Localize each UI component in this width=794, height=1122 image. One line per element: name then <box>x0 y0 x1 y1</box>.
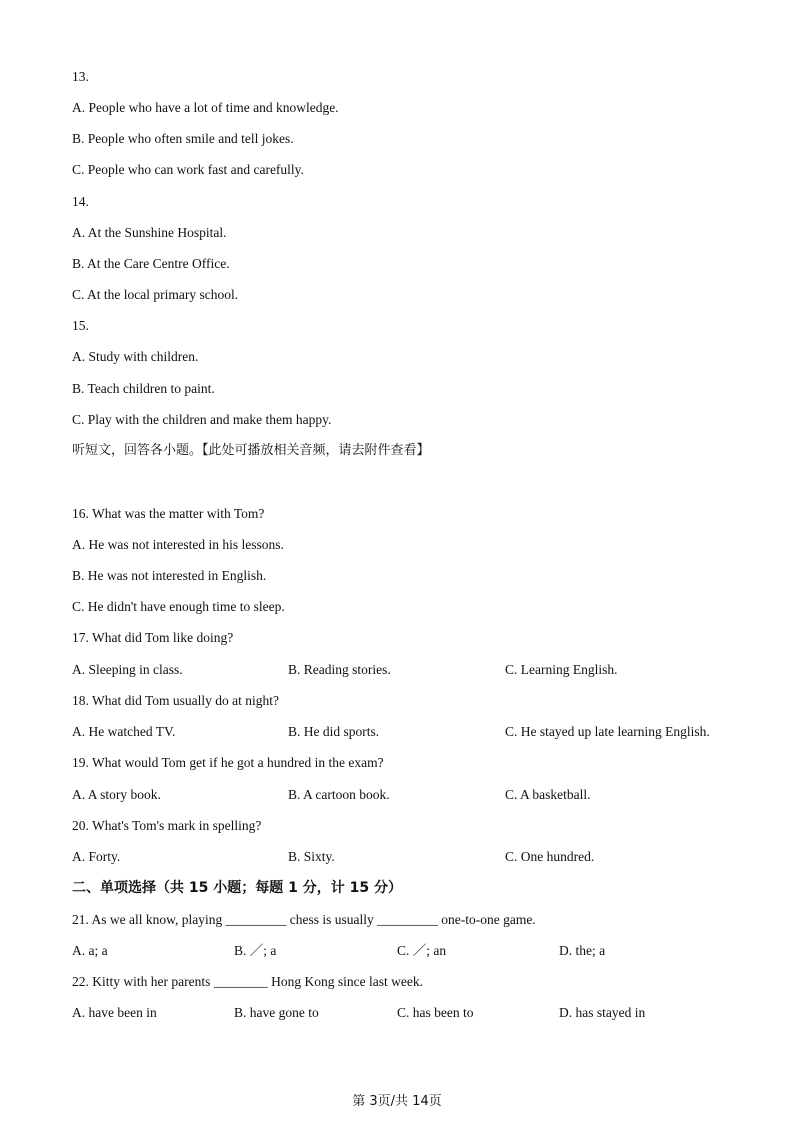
question-22-option-c: C. has been to <box>397 1005 474 1020</box>
question-21-option-c: C. ／; an <box>397 943 447 958</box>
listening-instruction: 听短文，回答各小题。【此处可播放相关音频，请去附件查看】 <box>72 443 430 458</box>
question-21-text: 21. As we all know, playing _________ chess is usually _________ one-to-one game. <box>72 912 536 927</box>
question-16-option-a: A. He was not interested in his lessons. <box>72 537 284 552</box>
question-21-option-d: D. the; a <box>559 943 606 958</box>
question-13-number: 13. <box>72 69 89 84</box>
question-16-text: 16. What was the matter with Tom? <box>72 506 265 521</box>
question-16-option-c: C. He didn't have enough time to sleep. <box>72 599 285 614</box>
question-20-text: 20. What's Tom's mark in spelling? <box>72 818 262 833</box>
question-14-number: 14. <box>72 194 89 209</box>
question-22-option-d: D. has stayed in <box>559 1005 646 1020</box>
question-15-number: 15. <box>72 318 89 333</box>
question-19-option-a: A. A story book. <box>72 787 161 802</box>
question-19-option-c: C. A basketball. <box>505 787 591 802</box>
question-21-option-b: B. ／; a <box>234 943 277 958</box>
question-18-option-b: B. He did sports. <box>288 724 380 739</box>
question-13-option-a: A. People who have a lot of time and knowledge. <box>72 100 339 115</box>
question-17-option-c: C. Learning English. <box>505 662 618 677</box>
question-19-option-b: B. A cartoon book. <box>288 787 390 802</box>
question-21-option-a: A. a; a <box>72 943 108 958</box>
question-22-option-b: B. have gone to <box>234 1005 319 1020</box>
question-14-option-a: A. At the Sunshine Hospital. <box>72 225 227 240</box>
question-15-option-a: A. Study with children. <box>72 349 199 364</box>
question-18-text: 18. What did Tom usually do at night? <box>72 693 280 708</box>
page-footer: 第 3页/共 14页 <box>352 1094 442 1109</box>
question-15-option-c: C. Play with the children and make them happy. <box>72 412 332 427</box>
question-14-option-c: C. At the local primary school. <box>72 287 239 302</box>
question-20-option-a: A. Forty. <box>72 849 121 864</box>
question-18-option-c: C. He stayed up late learning English. <box>505 724 710 739</box>
question-15-option-b: B. Teach children to paint. <box>72 381 215 396</box>
question-22-option-a: A. have been in <box>72 1005 157 1020</box>
question-17-option-a: A. Sleeping in class. <box>72 662 183 677</box>
question-20-option-b: B. Sixty. <box>288 849 335 864</box>
question-17-text: 17. What did Tom like doing? <box>72 630 234 645</box>
question-22-text: 22. Kitty with her parents ________ Hong Kong since last week. <box>72 974 423 989</box>
question-13-option-b: B. People who often smile and tell jokes. <box>72 131 294 146</box>
question-16-option-b: B. He was not interested in English. <box>72 568 267 583</box>
question-17-option-b: B. Reading stories. <box>288 662 391 677</box>
question-19-text: 19. What would Tom get if he got a hundred in the exam? <box>72 755 384 770</box>
question-14-option-b: B. At the Care Centre Office. <box>72 256 230 271</box>
section-heading: 二、单项选择（共 15 小题；每题 1 分，计 15 分） <box>72 880 402 896</box>
question-20-option-c: C. One hundred. <box>505 849 595 864</box>
question-13-option-c: C. People who can work fast and carefully. <box>72 162 304 177</box>
question-18-option-a: A. He watched TV. <box>72 724 176 739</box>
